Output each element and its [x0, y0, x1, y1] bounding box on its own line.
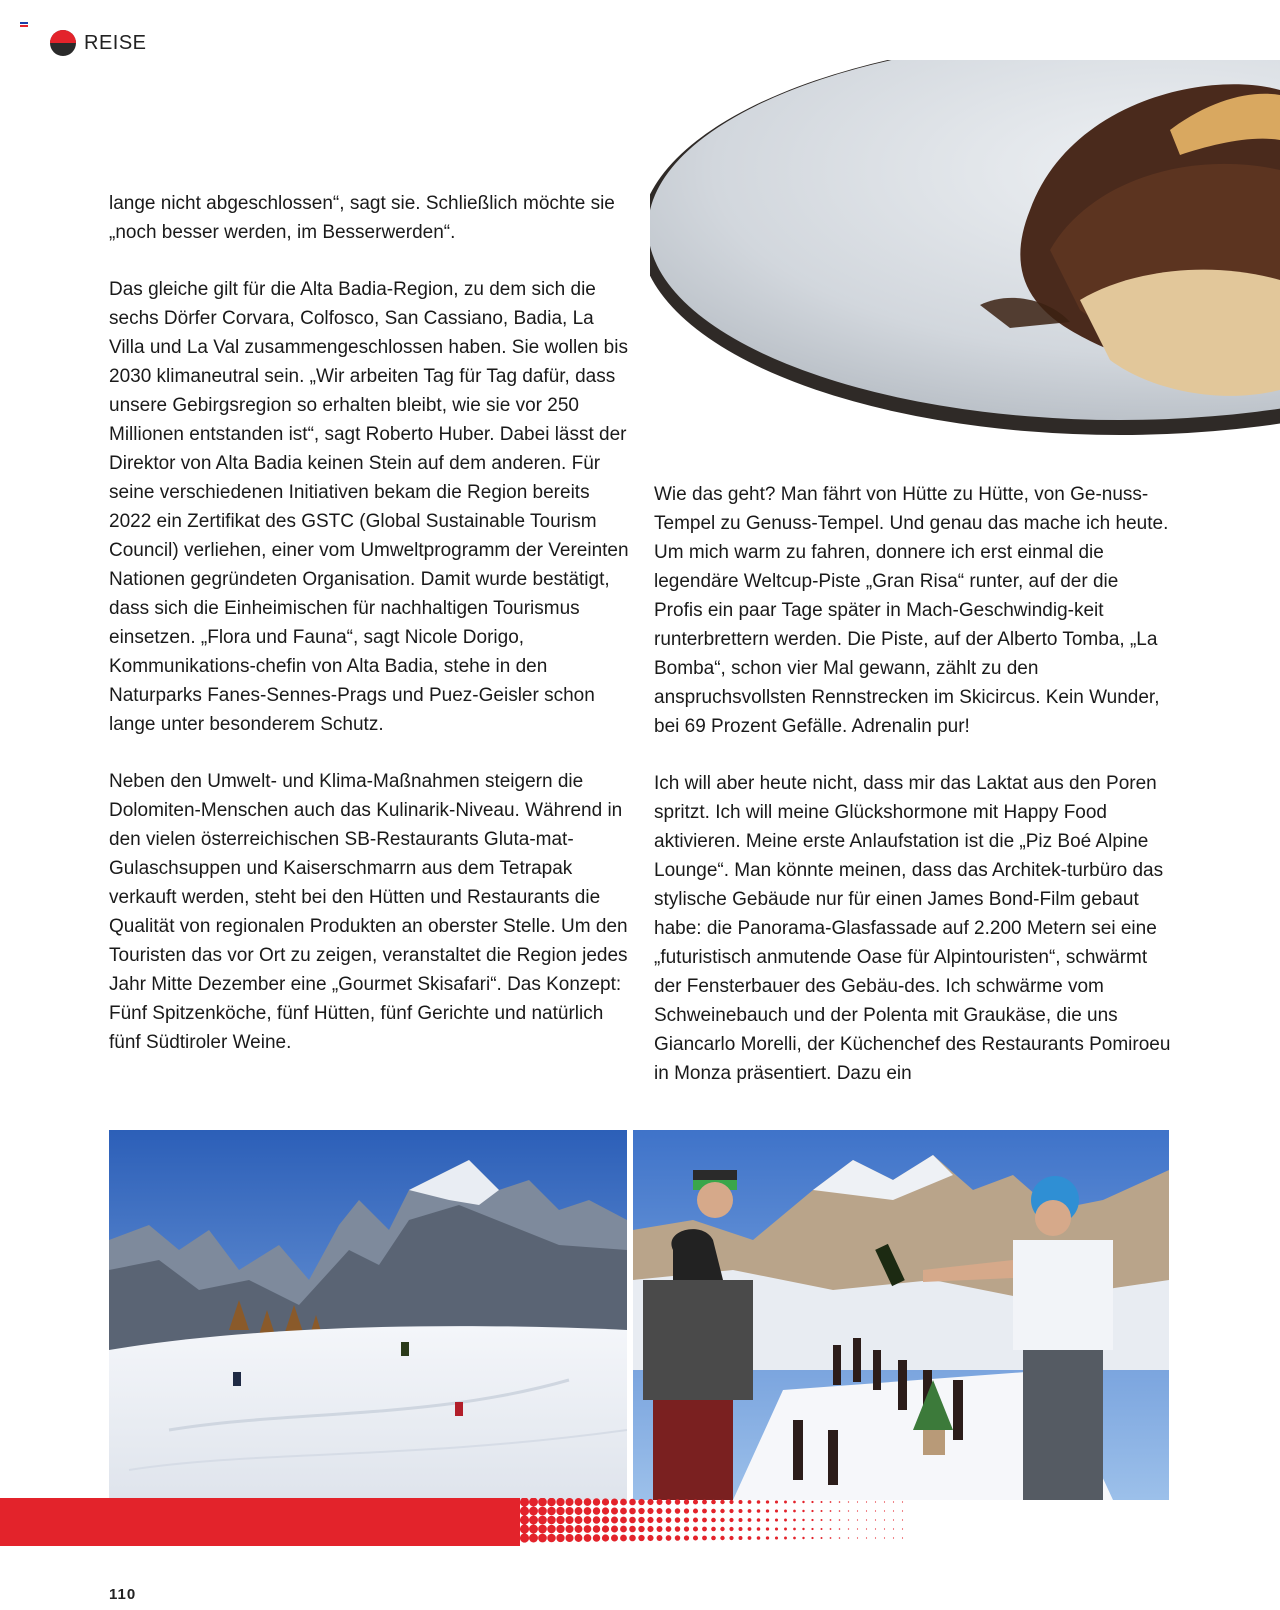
paragraph: Ich will aber heute nicht, dass mir das Laktat aus den Poren spritzt. Ich will meine Glückshormone mit Happy Food aktivieren. Meine erste Anlaufstation ist die „Piz Boé Alpine Lounge“. Man könnte meinen, dass das Architek-turbüro das stylische Gebäude nur für einen James Bond-Film gebaut habe: die Panorama-Glasfassade auf 2.200 Metern sei eine „futuristisch anmutende Oase für Alpintouristen“, schwärmt der Fensterbauer des Gebäu-des. Ich schwärme vom Schweinebauch und der Polenta mit Graukäse, die uns Giancarlo Morelli, der Küchenchef des Restaurants Pomiroeu in Monza präsentiert. Dazu ein: [654, 773, 1171, 1084]
left-text-column: [109, 189, 634, 1085]
page-number: 110: [109, 1586, 137, 1603]
paragraph: Wie das geht? Man fährt von Hütte zu Hütte, von Ge-nuss-Tempel zu Genuss-Tempel. Und genau das mache ich heute. Um mich warm zu fahren, donnere ich erst einmal die legendäre Weltcup-Piste „Gran Risa“ runter, auf der die Profis ein paar Tage später in Mach-Geschwindig-keit runterbrettern werden. Die Piste, auf der Alberto Tomba, „La Bomba“, schon vier Mal gewann, zählt zu den anspruchsvollsten Rennstrecken im Skicircus. Kein Wunder, bei 69 Prozent Gefälle. Adrenalin pur!: [654, 484, 1169, 737]
paragraph: Neben den Umwelt- und Klima-Maßnahmen steigern die Dolomiten-Menschen auch das Kulinarik-Niveau. Während in den vielen österreichischen SB-Restaurants Gluta-mat-Gulaschsuppen und Kaiserschmarrn aus dem Tetrapak verkauft werden, steht bei den Hütten und Restaurants die Qualität von regionalen Produkten an oberster Stelle. Um den Touristen das vor Ort zu zeigen, veranstaltet die Region jedes Jahr Mitte Dezember eine „Gourmet Skisafari“. Das Konzept: Fünf Spitzenköche, fünf Hütten, fünf Gerichte und natürlich fünf Südtiroler Weine.: [109, 771, 628, 1053]
food-plate-image: [650, 60, 1280, 455]
red-halftone-band: [0, 1498, 1280, 1546]
paragraph: Das gleiche gilt für die Alta Badia-Region, zu dem sich die sechs Dörfer Corvara, Colfosco, San Cassiano, Badia, La Villa und La Val zusammengeschlossen haben. Sie wollen bis 2030 klimaneutral sein. „Wir arbeiten Tag für Tag dafür, dass unsere Gebirgsregion so erhalten bleibt, wie sie vor 250 Millionen entstanden ist“, sagt Roberto Huber. Dabei lässt der Direktor von Alta Badia keinen Stein auf dem anderen. Für seine verschiedenen Initiativen bekam die Region bereits 2022 ein Zertifikat des GSTC (Global Sustainable Tourism Council) verliehen, einer vom Umweltprogramm der Vereinten Nationen gegründeten Organisation. Damit wurde bestätigt, dass sich die Einheimischen für nachhaltigen Tourismus einsetzen. „Flora und Fauna“, sagt Nicole Dorigo, Kommunikations-chefin von Alta Badia, stehe in den Naturparks Fanes-Sennes-Prags und Puez-Geisler schon lange unter besonderem Schutz.: [109, 279, 629, 735]
section-label: REISE: [84, 31, 147, 54]
section-header: [50, 30, 147, 56]
right-text-column: [654, 480, 1172, 1116]
paragraph: lange nicht abgeschlossen“, sagt sie. Schließlich möchte sie „noch besser werden, im Besserwerden“.: [109, 193, 615, 243]
ski-slope-photo: [109, 1130, 627, 1500]
wine-tasting-photo: [633, 1130, 1169, 1500]
corner-color-mark: [20, 22, 28, 28]
magazine-logo: [50, 30, 76, 56]
